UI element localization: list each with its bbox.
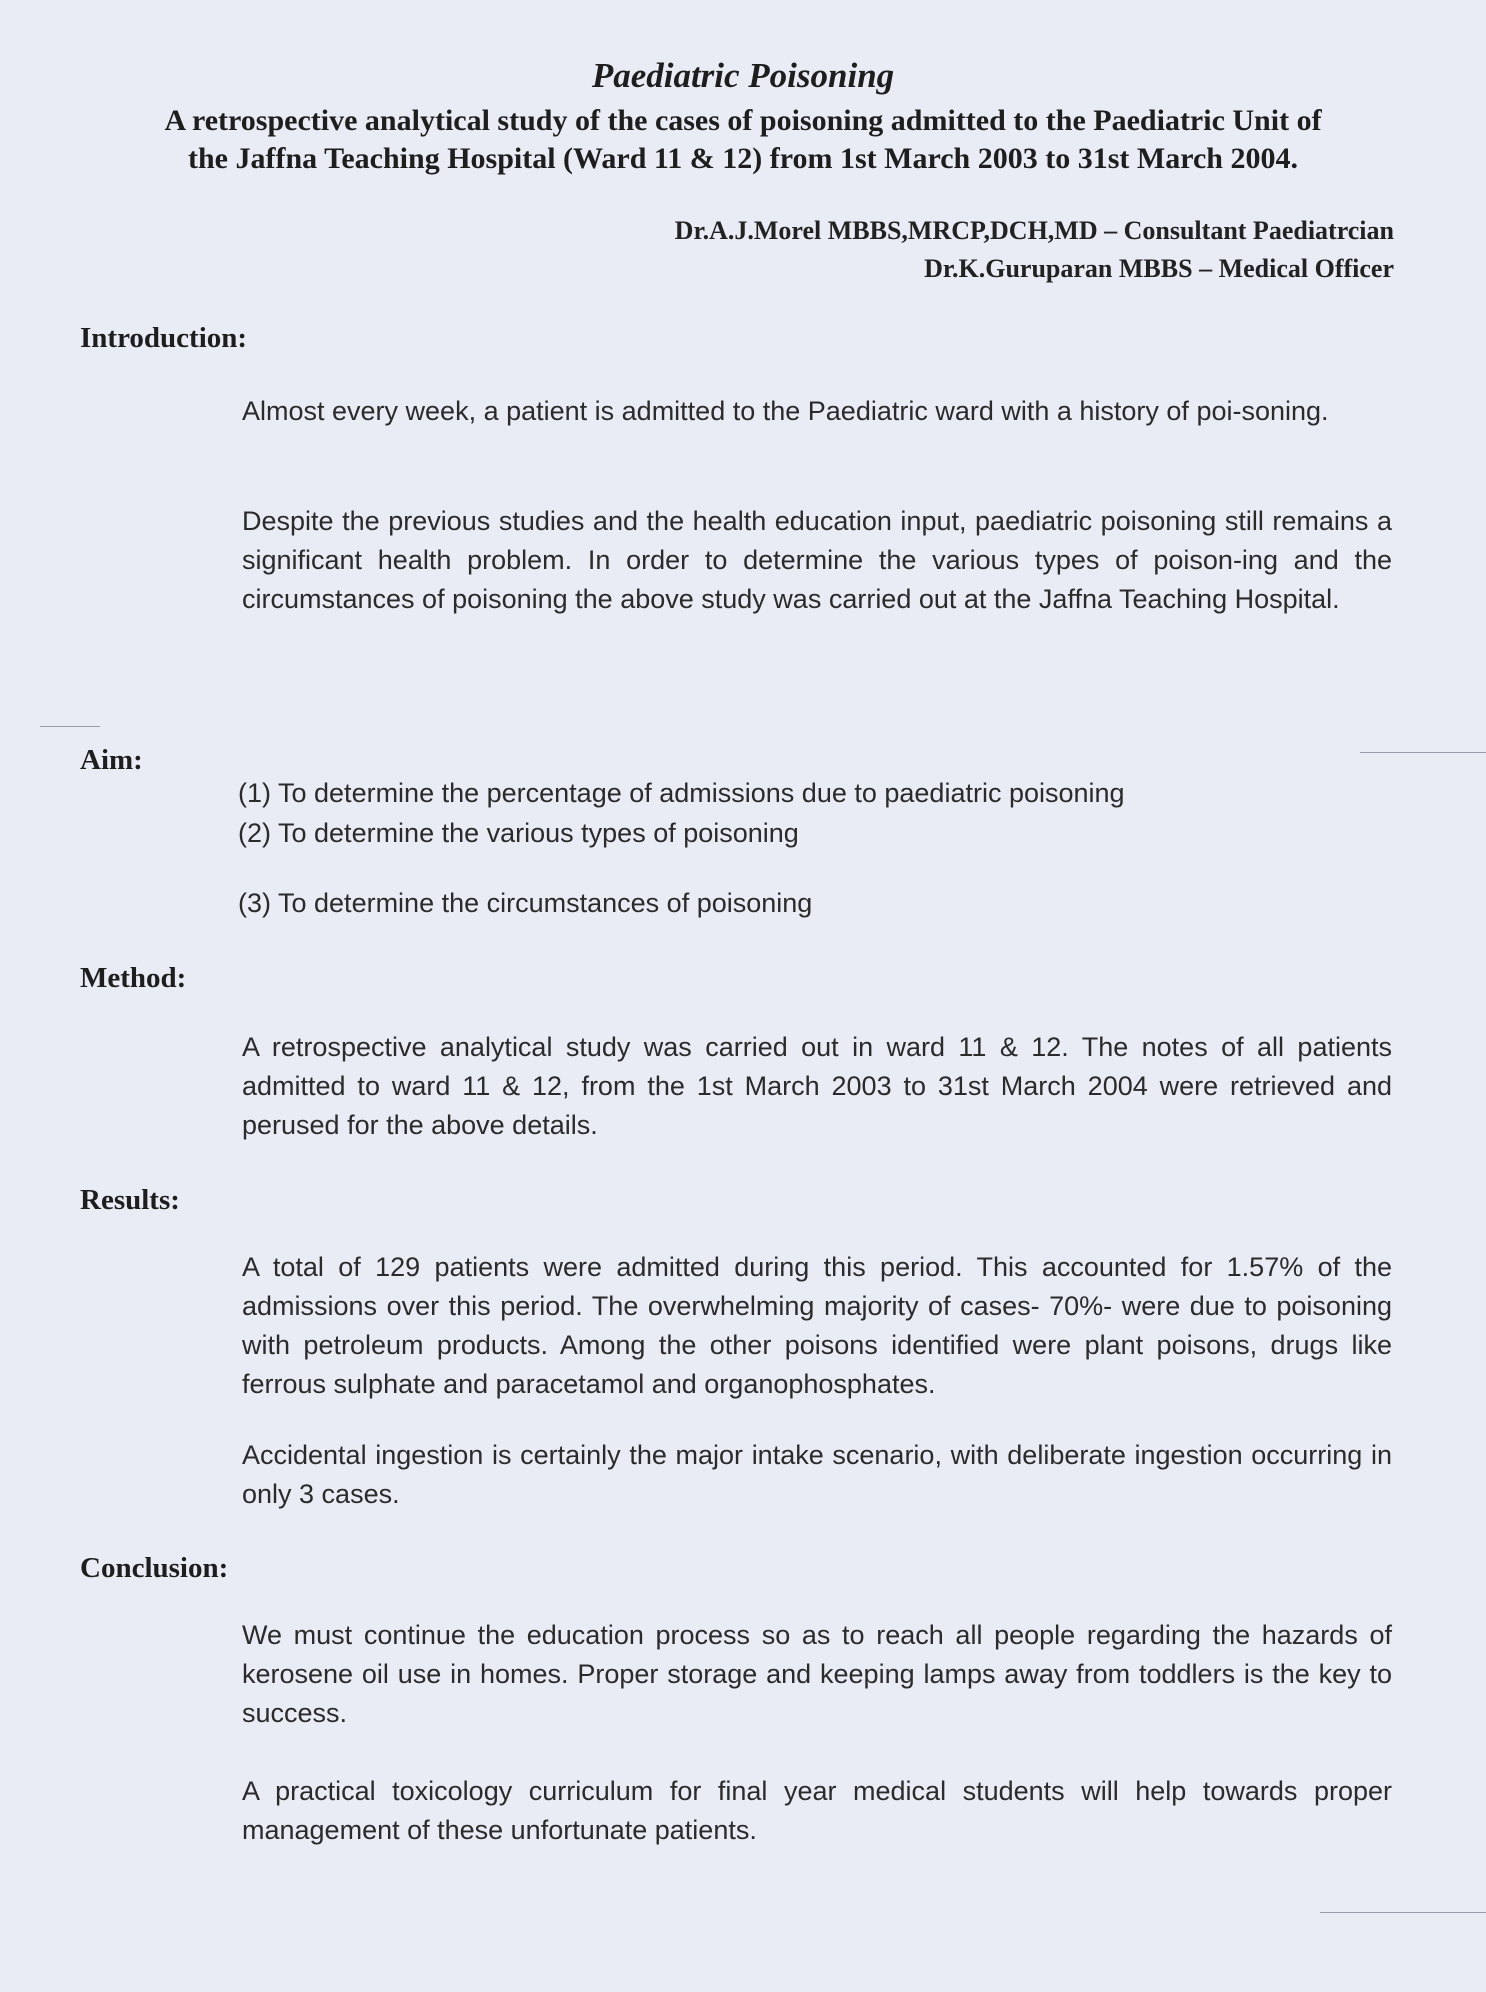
author-2: Dr.K.Guruparan MBBS – Medical Officer [924, 254, 1394, 283]
author-1: Dr.A.J.Morel MBBS,MRCP,DCH,MD – Consultant Paediatrcian [674, 216, 1394, 245]
results-heading: Results: [80, 1184, 180, 1216]
aim-item-2: (2) To determine the various types of poisoning [238, 818, 799, 848]
conclusion-paragraph-2: A practical toxicology curriculum for final year medical students will help towards proper management of these unfortunate patients. [242, 1776, 1392, 1845]
introduction-heading: Introduction: [80, 322, 248, 354]
method-heading: Method: [80, 962, 187, 994]
aim-item-3: (3) To determine the circumstances of poisoning [238, 888, 813, 918]
scan-line-bottom [1320, 1912, 1486, 1913]
introduction-paragraph-2: Despite the previous studies and the health education input, paediatric poisoning still remains a significant health problem. In order to determine the various types of poison-ing and the circumstances of poisoning the above study was carried out at the Jaffna Teaching Hospital. [242, 506, 1392, 614]
results-paragraph-2: Accidental ingestion is certainly the major intake scenario, with deliberate ingestion occurring in only 3 cases. [242, 1440, 1392, 1509]
introduction-paragraph-1: Almost every week, a patient is admitted to the Paediatric ward with a history of poi-soning. [242, 396, 1329, 426]
subtitle-line-2: the Jaffna Teaching Hospital (Ward 11 & 12) from 1st March 2003 to 31st March 2004. [188, 142, 1298, 175]
method-paragraph-1: A retrospective analytical study was carried out in ward 11 & 12. The notes of all patients admitted to ward 11 & 12, from the 1st March 2003 to 31st March 2004 were retrieved and perused for the above details. [242, 1032, 1392, 1140]
aim-item-1: (1) To determine the percentage of admissions due to paediatric poisoning [238, 778, 1125, 808]
conclusion-heading: Conclusion: [80, 1552, 229, 1584]
document-subtitle [60, 102, 1426, 178]
subtitle-line-1: A retrospective analytical study of the cases of poisoning admitted to the Paediatric Unit of [164, 104, 1322, 137]
scan-line-right [1360, 752, 1486, 753]
conclusion-paragraph-1: We must continue the education process so as to reach all people regarding the hazards of kerosene oil use in homes. Proper storage and keeping lamps away from toddlers is the key to success. [242, 1620, 1392, 1728]
document-title: Paediatric Poisoning [591, 56, 895, 95]
scan-line-left [40, 726, 100, 727]
results-paragraph-1: A total of 129 patients were admitted during this period. This accounted for 1.57% of the admissions over this period. The overwhelming majority of cases- 70%- were due to poisoning with petroleum products. Among the other poisons identified were plant poisons, drugs like ferrous sulphate and paracetamol and organophosphates. [242, 1252, 1392, 1399]
aim-heading: Aim: [80, 744, 143, 776]
